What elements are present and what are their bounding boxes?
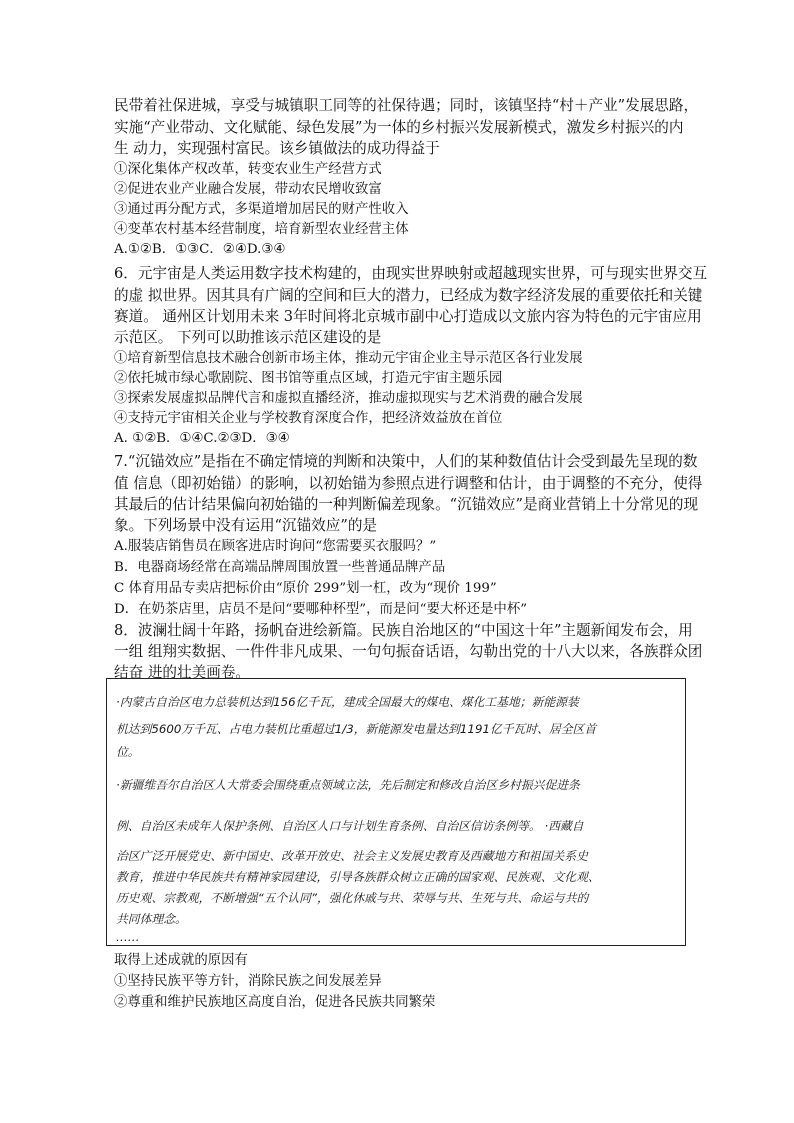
material-line: 位。 (116, 745, 140, 759)
q7-stem-line: 其最后的估计结果偏向初始锚的一种判断偏差现象。“沉锚效应”是商业营销上十分常见的现 (114, 496, 699, 513)
material-line: 例、自治区未成年人保护条例、自治区人口与计划生育条例、自治区信访条例等。 ·西藏自 (116, 819, 584, 833)
q7-option-d: D．在奶茶店里，店员不是问“要哪种杯型”，而是问“要大杯还是中杯” (114, 602, 528, 617)
q6-stem-line: 赛道。 通州区计划用未来 3年时间将北京城市副中心打造成以文旅内容为特色的元宇宙应用 (114, 308, 702, 325)
q8-stem-line: 结奋 进的壮美画卷。 (114, 664, 250, 681)
q6-stem-line: 示范区。 下列可以助推该示范区建设的是 (114, 329, 382, 346)
q5-answer-choices: A.①②B．①③C．②④D.③④ (114, 242, 286, 257)
material-line: ·新疆维吾尔自治区人大常委会围绕重点领域立法，先后制定和修改自治区乡村振兴促进条 (116, 778, 580, 792)
q5-stem-line: 民带着社保进城，享受与城镇职工同等的社保待遇；同时，该镇坚持“村＋产业”发展思路， (114, 97, 699, 114)
q6-stem-line: 的虚 拟世界。因其具有广阔的空间和巨大的潜力，已经成为数字经济发展的重要依托和关键 (114, 287, 703, 304)
q8-option: ②尊重和维护民族地区高度自治，促进各民族共同繁荣 (114, 995, 436, 1010)
material-line: ·内蒙古自治区电力总装机达到156亿千瓦，建成全国最大的煤电、煤化工基地；新能源装 (116, 695, 579, 709)
q7-stem-line: 7.“沉锚效应”是指在不确定情境的判断和决策中，人们的某种数值估计会受到最先呈现的数 (114, 453, 698, 470)
q5-option: ④变革农村基本经营制度，培育新型农业经营主体 (114, 222, 409, 237)
q5-option: ②促进农业产业融合发展，带动农民增收致富 (114, 182, 382, 197)
q7-option-b: B．电器商场经常在高端品牌周围放置一些普通品牌产品 (114, 560, 446, 575)
q7-stem-line: 值 信息（即初始锚）的影响，以初始锚为参照点进行调整和估计，由于调整的不充分，使得 (114, 475, 703, 492)
q7-option-a: A.服装店销售员在顾客进店时询问“您需要买衣服吗？” (114, 539, 437, 554)
material-line: 共同体理念。 (116, 912, 187, 926)
q7-option-c: C 体育用品专卖店把标价由“原价 299”划一杠，改为“现价 199” (114, 581, 497, 596)
material-line: 历史观、宗教观，不断增强“五个认同”，强化休戚与共、荣辱与共、生死与共、命运与共的 (116, 891, 589, 905)
q8-option: ①坚持民族平等方针，消除民族之间发展差异 (114, 974, 382, 989)
material-line: 治区广泛开展党史、新中国史、改革开放史、社会主义发展史教育及西藏地方和祖国关系史 (116, 849, 588, 863)
q5-option: ①深化集体产权改革，转变农业生产经营方式 (114, 162, 382, 177)
q7-stem-line: 象。下列场景中没有运用“沉锚效应”的是 (114, 517, 378, 534)
q6-answer-choices: A. ①②B．①④C.②③D．③④ (114, 431, 290, 446)
q6-option: ①培育新型信息技术融合创新市场主体，推动元宇宙企业主导示范区各行业发展 (114, 351, 583, 366)
q6-option: ②依托城市绿心歌剧院、图书馆等重点区域，打造元宇宙主题乐园 (114, 371, 503, 386)
material-line: 机达到5600万千瓦、占电力装机比重超过1/3，新能源发电量达到1191亿千瓦时、居全区首 (116, 722, 597, 736)
q6-option: ④支持元宇宙相关企业与学校教育深度合作，把经济效益放在首位 (114, 411, 503, 426)
q8-stem-line: 一组 组翔实数据、一件件非凡成果、一句句振奋话语，勾勒出党的十八大以来，各族群众团 (114, 643, 703, 660)
q5-stem-line: 实施“产业带动、文化赋能、绿色发展”为一体的乡村振兴发展新模式，激发乡村振兴的内 (114, 119, 684, 136)
material-ellipsis: …… (116, 930, 140, 944)
q8-prompt: 取得上述成就的原因有 (114, 953, 248, 968)
q6-option: ③探索发展虚拟品牌代言和虚拟直播经济，推动虚拟现实与艺术消费的融合发展 (114, 391, 583, 406)
material-line: 教育，推进中华民族共有精神家园建设，引导各族群众树立正确的国家观、民族观、文化观、 (116, 870, 600, 884)
q5-option: ③通过再分配方式，多渠道增加居民的财产性收入 (114, 202, 409, 217)
q5-stem-line: 生 动力，实现强村富民。该乡镇做法的成功得益于 (114, 140, 440, 157)
q8-stem-line: 8．波澜壮阔十年路，扬帆奋进绘新篇。民族自治地区的“中国这十年”主题新闻发布会，用 (114, 622, 693, 639)
q6-stem-line: 6．元宇宙是人类运用数字技术构建的，由现实世界映射或超越现实世界，可与现实世界交互 (114, 265, 708, 282)
